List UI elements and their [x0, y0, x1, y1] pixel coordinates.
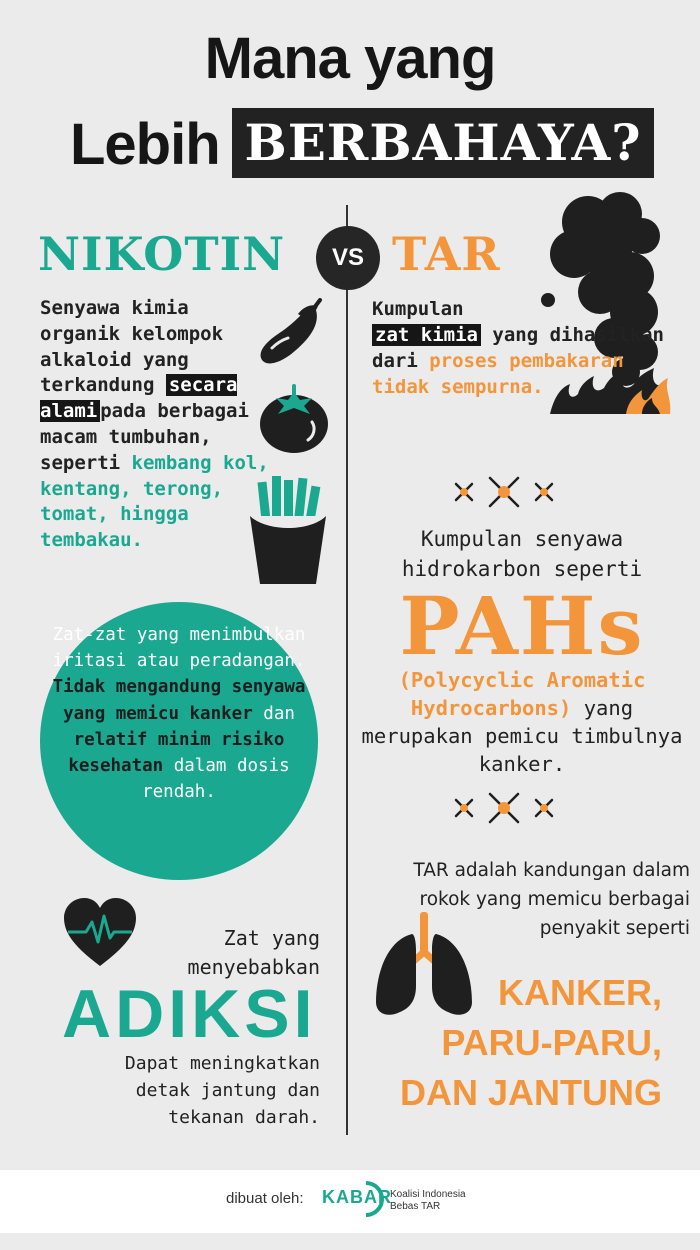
pahs-intro: Kumpulan senyawa hidrokarbon seperti [401, 527, 643, 581]
molecule-icon [452, 790, 562, 826]
fries-icon [246, 476, 330, 586]
footer-org-line1: Koalisi Indonesia [390, 1189, 466, 1200]
footer-brand: KABAR [322, 1187, 392, 1207]
nikotin-heading: NIKOTIN [38, 227, 286, 281]
circle-text3: dalam dosis rendah. [142, 756, 290, 803]
addiction-word: ADIKSI [62, 976, 317, 1052]
tar-heading: TAR [392, 227, 501, 281]
eggplant-icon [258, 298, 324, 370]
nikotin-desc-highlight: secara alami [40, 374, 238, 423]
page-title-highlight: BERBAHAYA? [232, 108, 654, 178]
circle-bold1: Tidak mengandung senyawa yang memicu kanker [52, 677, 306, 724]
tar-description [372, 296, 672, 400]
tar-desc-orange: proses pembakaran tidak sempurna. [372, 350, 624, 398]
molecule-icon [452, 474, 562, 510]
circle-bold2: relatif minim risiko kesehatan [68, 729, 285, 777]
tar-desc-highlight: zat kimia [372, 324, 481, 346]
footer-org-line2: Bebas TAR [390, 1201, 441, 1212]
kabar-logo-icon [362, 1181, 386, 1217]
nikotin-desc-examples: kembang kol, kentang, terong, tomat, hingga tembakau. [40, 451, 269, 552]
footer-org [390, 1189, 480, 1213]
pahs-body [352, 666, 692, 778]
disease-line2: PARU-PARU, [441, 1022, 662, 1063]
addiction-body: Dapat meningkatkan detak jantung dan tekanan darah. [124, 1053, 320, 1128]
disease-line1: KANKER, [497, 972, 662, 1013]
pahs-word: PAHs [399, 579, 645, 673]
nikotin-description [40, 296, 270, 554]
lungs-icon [374, 910, 474, 1022]
center-divider [346, 205, 348, 1135]
nikotin-circle-text [40, 622, 318, 805]
vs-badge: VS [316, 226, 380, 290]
nikotin-desc-text2: pada berbagai macam tumbuhan, seperti [40, 400, 249, 474]
tar-desc-text2: yang dihasilkan dari [372, 324, 664, 372]
circle-text1: Zat-zat yang menimbulkan iritasi atau peradangan. [52, 625, 306, 672]
tomato-icon [258, 384, 330, 454]
tar-disease-body: TAR adalah kandungan dalam rokok yang memicu berbagai penyakit seperti [413, 860, 690, 939]
disease-line3: DAN JANTUNG [399, 1072, 662, 1113]
footer-made-by: dibuat oleh: [226, 1190, 304, 1207]
pahs-fullname: (Polycyclic Aromatic Hydrocarbons) [398, 668, 646, 720]
addiction-intro: Zat yang menyebabkan [187, 926, 320, 979]
pahs-rest: yang merupakan pemicu timbulnya kanker. [361, 696, 683, 776]
tar-desc-text1: Kumpulan [372, 298, 464, 320]
heart-pulse-icon [62, 898, 138, 968]
page-title-line2: Lebih [70, 112, 220, 177]
page-title-line1: Mana yang [204, 26, 496, 91]
nikotin-desc-text1: Senyawa kimia organik kelompok alkaloid yang terkandung [40, 297, 224, 397]
circle-text2: dan [263, 703, 295, 724]
